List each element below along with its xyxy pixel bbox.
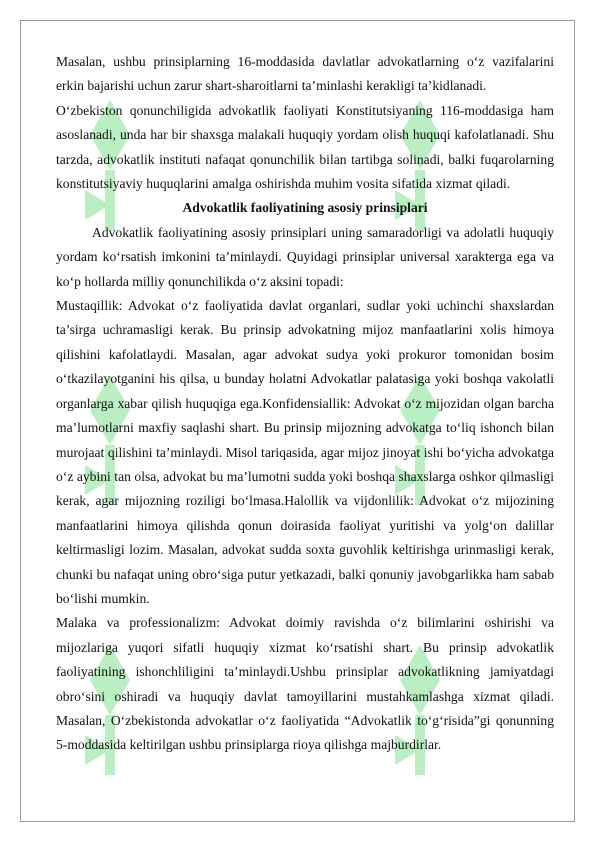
paragraph: Advokatlik faoliyatining asosiy prinsiplari uning samaradorligi va adolatli huquqiy yordam ko‘rsatish imkonini ta’minlaydi. Quyidagi prinsiplar universal xarakterga ega va ko‘p hollarda milliy qonunchilikda o‘z aksini topadi: — [56, 224, 554, 289]
section-heading: Advokatlik faoliyatining asosiy prinsiplari — [182, 200, 428, 216]
document-body — [56, 50, 554, 758]
paragraph: Malaka va professionalizm: Advokat doimiy ravishda o‘z bilimlarini oshirishi va mijozlariga yuqori sifatli huquqiy xizmat ko‘rsatishi shart. Bu prinsip advokatlik faoliyatining ishonchliligini ta’minlaydi.Ushbu prinsiplar advokatlikning jamiyatdagi obro‘sini oshiradi va huquqiy davlat tamoyillarini mustahkamlashga xizmat qiladi. Masalan, O‘zbekistonda advokatlar o‘z faoliyatida “Advokatlik to‘g‘risida”gi qonunning 5-moddasida keltirilgan ushbu prinsiplarga rioya qilishga majburdirlar. — [56, 615, 554, 753]
paragraph: Mustaqillik: Advokat o‘z faoliyatida davlat organlari, sudlar yoki uchinchi shaxslardan ta’sirga uchramasligi kerak. Bu prinsip advokatning mijoz manfaatlarini xolis himoya qilishini kafolatlaydi. Masalan, agar advokat sudya yoki prokuror tomonidan bosim o‘tkazilayotganini his qilsa, u bunday holatni Advokatlar palatasiga yoki boshqa vakolatli organlarga xabar qilish huquqiga ega.Konfidensiallik: Advokat o‘z mijozidan olgan barcha ma’lumotlarni maxfiy saqlashi shart. Bu prinsip mijozning advokatga to‘liq ishonch bilan murojaat qilishini ta’minlaydi. Misol tariqasida, agar mijoz jinoyat ishi bo‘yicha advokatga o‘z aybini tan olsa, advokat bu ma’lumotni sudda yoki boshqa shaxslarga oshkor qilmasligi kerak, agar mijozning roziligi bo‘lmasa.Halollik va vijdonlilik: Advokat o‘z mijozining manfaatlarini himoya qilishda qonun doirasida faoliyat yuritishi va yolg‘on dalillar keltirmasligi lozim. Masalan, advokat sudda soxta guvohlik keltirishga urinmasligi kerak, chunki bu nafaqat uning obro‘siga putur yetkazadi, balki qonuniy javobgarlikka ham sabab bo‘lishi mumkin. — [56, 298, 554, 606]
paragraph: Masalan, ushbu prinsiplarning 16-moddasida davlatlar advokatlarning o‘z vazifalarini erkin bajarishi uchun zarur shart-sharoitlarni ta’minlashi kerakligi ta’kidlanadi. — [56, 54, 554, 94]
paragraph: O‘zbekiston qonunchiligida advokatlik faoliyati Konstitutsiyaning 116-moddasiga ham asoslanadi, unda har bir shaxsga malakali huquqiy yordam olish huquqi kafolatlanadi. Shu tarzda, advokatlik instituti nafaqat qonunchilik bilan tartibga solinadi, balki fuqarolarning konstitutsiyaviy huquqlarini amalga oshirishda muhim vosita sifatida xizmat qiladi. — [56, 102, 554, 192]
